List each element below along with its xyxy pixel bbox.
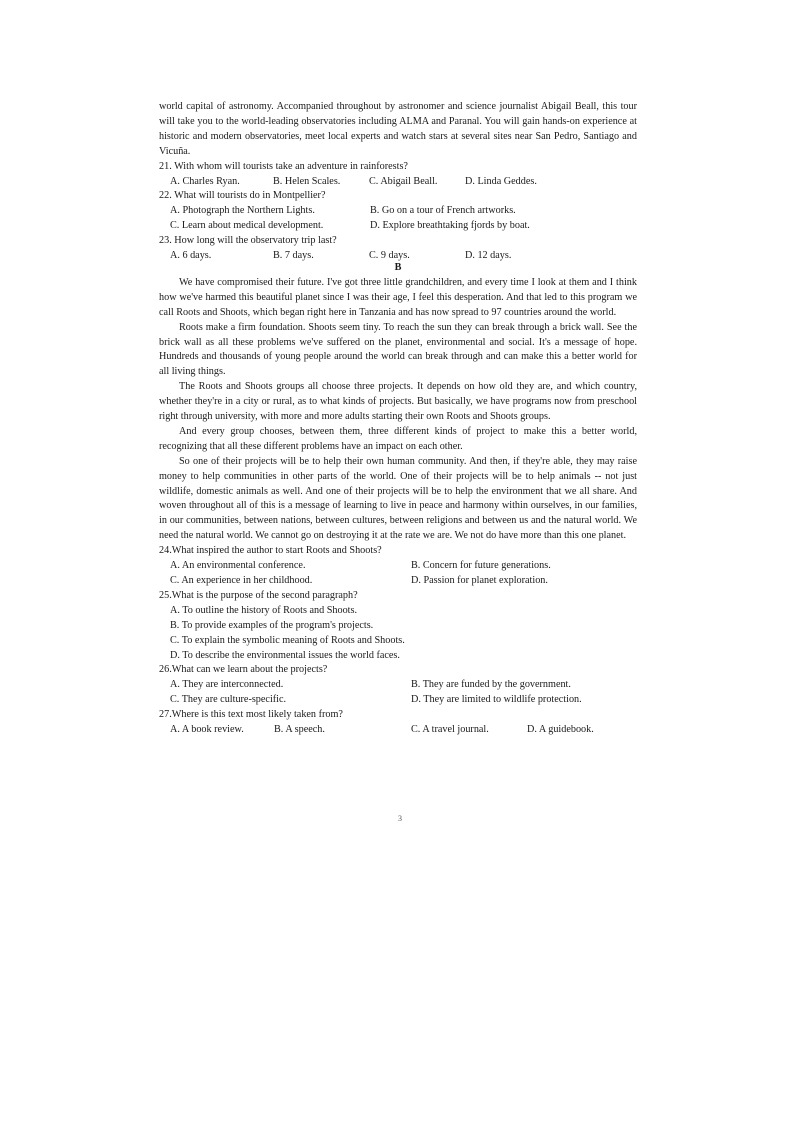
- option-b: B. Concern for future generations.: [411, 560, 551, 572]
- option-c: C. 9 days.: [369, 250, 410, 262]
- option-b: B. A speech.: [274, 724, 325, 736]
- option-d: D. A guidebook.: [527, 724, 594, 736]
- option-b: B. 7 days.: [273, 250, 314, 262]
- question-26: 26.What can we learn about the projects?: [159, 664, 328, 676]
- option-c: C. Abigail Beall.: [369, 175, 438, 187]
- question-26-options-cd: [170, 693, 637, 708]
- page-number: 3: [398, 814, 402, 823]
- question-24: 24.What inspired the author to start Roots and Shoots?: [159, 545, 382, 557]
- passage-b-paragraph-1: We have compromised their future. I've got three little grandchildren, and every time I look at them and I think how we've harmed this beautiful planet since I was their age, I feel this desperation. And that led to this program we call Roots and Shoots, which began right here in Tanzania and has now spread to 97 countries around the world.: [159, 276, 637, 318]
- question-26-options-ab: [170, 678, 637, 693]
- question-22-options-ab: [170, 204, 637, 219]
- option-c: C. To explain the symbolic meaning of Roots and Shoots.: [170, 634, 405, 646]
- option-a: A. To outline the history of Roots and Shoots.: [170, 604, 358, 616]
- option-d: D. They are limited to wildlife protection.: [411, 694, 582, 706]
- option-a: A. Photograph the Northern Lights.: [170, 205, 315, 217]
- question-21: 21. With whom will tourists take an adventure in rainforests?: [159, 160, 408, 172]
- section-b-heading: B: [394, 261, 402, 273]
- question-22-options-cd: [170, 219, 637, 234]
- option-a: A. An environmental conference.: [170, 560, 306, 572]
- option-c: C. Learn about medical development.: [170, 220, 324, 232]
- question-22: 22. What will tourists do in Montpellier?: [159, 190, 326, 202]
- question-27: 27.Where is this text most likely taken from?: [159, 709, 343, 721]
- question-27-options: [170, 723, 637, 738]
- option-a: A. Charles Ryan.: [170, 175, 240, 187]
- option-d: D. To describe the environmental issues the world faces.: [170, 649, 400, 661]
- option-d: D. Passion for planet exploration.: [411, 575, 548, 586]
- option-a: A. A book review.: [170, 724, 244, 736]
- passage-a-tail: world capital of astronomy. Accompanied throughout by astronomer and science journalist Abigail Beall, this tour will take you to the world-leading observatories including ALMA and Paranal. You will gain hands-on experience at historic and modern observatories, meet local experts and watch stars at several sites near San Pedro, Santiago and Vicuña.: [159, 101, 637, 157]
- option-a: A. 6 days.: [170, 250, 212, 262]
- option-d: D. Linda Geddes.: [465, 175, 537, 187]
- question-24-options-cd: [170, 574, 637, 589]
- option-a: A. They are interconnected.: [170, 679, 284, 691]
- question-24-options-ab: [170, 559, 637, 574]
- passage-b-paragraph-5: So one of their projects will be to help their own human community. And then, if they're able, they may raise money to help communities in other parts of the world. One of their projects will be to help animals -- not just wildlife, domestic animals as well. And one of their projects will be to help the environment that we all share. And woven throughout all of this is a message of learning to live in peace and harmony within ourselves, in our families, in our communities, between nations, between cultures, between religions and between us and the natural world. We need the natural world. We cannot go on destroying it at the rate we are. We not do have more than this one planet.: [159, 455, 637, 542]
- exam-page: [159, 100, 637, 738]
- option-c: C. A travel journal.: [411, 724, 489, 736]
- passage-b-paragraph-2: Roots make a firm foundation. Shoots seem tiny. To reach the sun they can break through a brick wall. See the brick wall as all these problems we've suffered on the planet, environmental and social. It's a message of hope. Hundreds and thousands of young people around the world can break through and can make this a better world for all living things.: [159, 321, 637, 378]
- option-d: D. Explore breathtaking fjords by boat.: [370, 220, 530, 232]
- question-21-options: [170, 175, 637, 190]
- passage-b-paragraph-3: The Roots and Shoots groups all choose three projects. It depends on how old they are, and which country, whether they're in a city or rural, as to what kinds of projects. But basically, we have programs now from preschool right through university, with more and more adults starting their own Roots and Shoots groups.: [159, 381, 637, 423]
- option-d: D. 12 days.: [465, 250, 512, 262]
- question-25: 25.What is the purpose of the second paragraph?: [159, 589, 358, 601]
- option-b: B. To provide examples of the program's projects.: [170, 619, 374, 631]
- option-b: B. Go on a tour of French artworks.: [370, 205, 516, 217]
- option-c: C. An experience in her childhood.: [170, 575, 313, 586]
- passage-b-paragraph-4: And every group chooses, between them, three different kinds of project to make this a better world, recognizing that all these different problems have an impact on each other.: [159, 425, 637, 452]
- option-b: B. Helen Scales.: [273, 175, 341, 187]
- option-c: C. They are culture-specific.: [170, 694, 287, 706]
- question-23: 23. How long will the observatory trip last?: [159, 235, 337, 247]
- option-b: B. They are funded by the government.: [411, 679, 571, 691]
